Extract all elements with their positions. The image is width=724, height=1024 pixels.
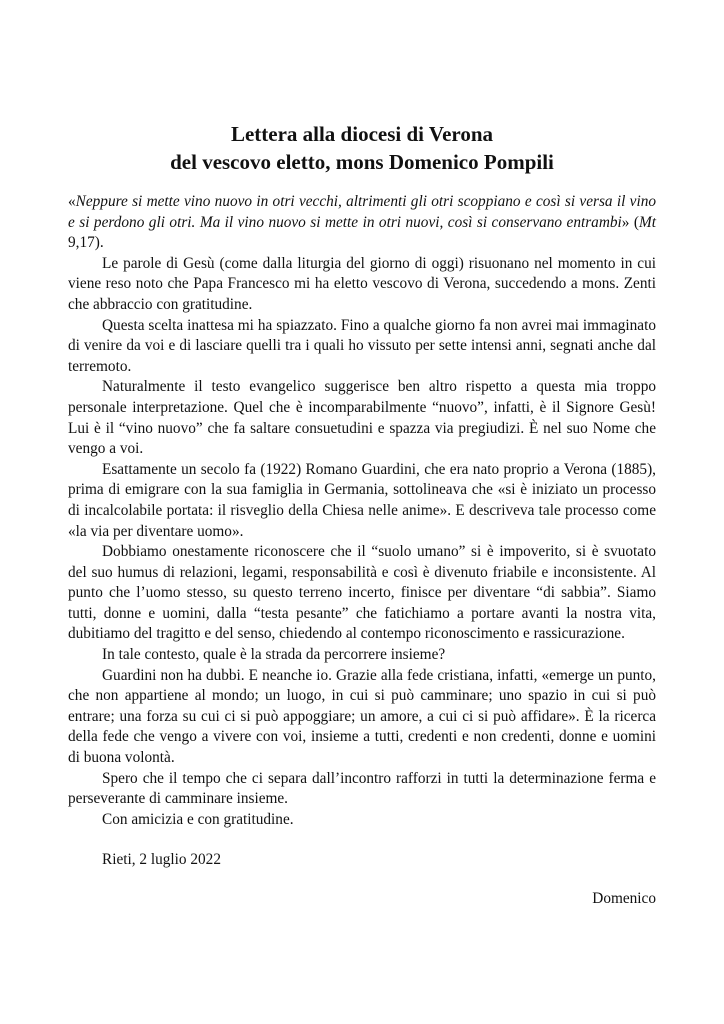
paragraph-7: Guardini non ha dubbi. E neanche io. Grazie alla fede cristiana, infatti, «emerge un punto, che non appartiene al mondo; un luogo, in cui si può camminare; uno spazio in cui si può entrare; una forza su cui ci si può appoggiare; un amore, a cui ci si può affidare». È la ricerca della fede che vengo a vivere con voi, insieme a tutti, credenti e non credenti, donne e uomini di buona volontà.	[68, 666, 656, 767]
title-line-1: Lettera alla diocesi di Verona	[230, 122, 494, 146]
paragraph-4: Esattamente un secolo fa (1922) Romano Guardini, che era nato proprio a Verona (1885), prima di emigrare con la sua famiglia in Germania, sottolineava che «si è iniziato un processo di incalcolabile portata: il risveglio della Chiesa nelle anime». E descriveva tale processo come «la via per diventare uomo».	[68, 460, 656, 540]
page-title	[68, 120, 656, 176]
paragraph-5: Dobbiamo onestamente riconoscere che il “suolo umano” si è impoverito, si è svuotato del suo humus di relazioni, legami, responsabilità e così è divenuto friabile e inconsistente. Al punto che l’uomo stesso, su questo terreno incerto, finisce per diventare “di sabbia”. Siamo tutti, donne e uomini, dalla “testa pesante” che fatichiamo a portare avanti la nostra vita, dubitiamo del tragitto e del senso, chiedendo al contempo riconoscimento e rassicurazione.	[68, 543, 656, 643]
quote-ref-book: Mt	[639, 213, 656, 231]
paragraph-2: Questa scelta inattesa mi ha spiazzato. Fino a qualche giorno fa non avrei mai immaginato di venire da voi e di lasciare quelli tra i quali ho vissuto per sette intensi anni, segnati anche dal terremoto.	[68, 316, 656, 375]
paragraph-8: Spero che il tempo che ci separa dall’incontro rafforzi in tutti la determinazione ferma e perseverante di camminare insieme.	[68, 769, 656, 808]
gospel-quote	[68, 192, 656, 254]
letter-body	[68, 192, 656, 830]
letter-page	[68, 120, 656, 910]
paragraph-1: Le parole di Gesù (come dalla liturgia del giorno di oggi) risuonano nel momento in cui viene reso noto che Papa Francesco mi ha eletto vescovo di Verona, succedendo a mons. Zenti che abbraccio con gratitudine.	[68, 254, 656, 313]
letter-date: Rieti, 2 luglio 2022	[102, 851, 221, 869]
quote-ref-rest: 9,17).	[68, 234, 104, 252]
signature: Domenico	[592, 890, 656, 907]
paragraph-6: In tale contesto, quale è la strada da percorrere insieme?	[102, 646, 446, 664]
quote-open: «	[68, 193, 76, 210]
paragraph-9: Con amicizia e con gratitudine.	[102, 810, 294, 828]
quote-close: » (	[621, 213, 639, 231]
quote-text: Neppure si mette vino nuovo in otri vecchi, altrimenti gli otri scoppiano e così si versa il vino e si perdono gli otri. Ma il vino nuovo si mette in otri nuovi, così si conservano entrambi	[68, 193, 656, 231]
closing-block	[68, 850, 656, 909]
paragraph-3: Naturalmente il testo evangelico suggerisce ben altro rispetto a questa mia troppo personale interpretazione. Quel che è incomparabilmente “nuovo”, infatti, è il Signore Gesù! Lui è il “vino nuovo” che fa saltare consuetudini e spazza via pregiudizi. È nel suo Nome che vengo a voi.	[68, 378, 656, 458]
title-line-2: del vescovo eletto, mons Domenico Pompili	[170, 150, 554, 174]
